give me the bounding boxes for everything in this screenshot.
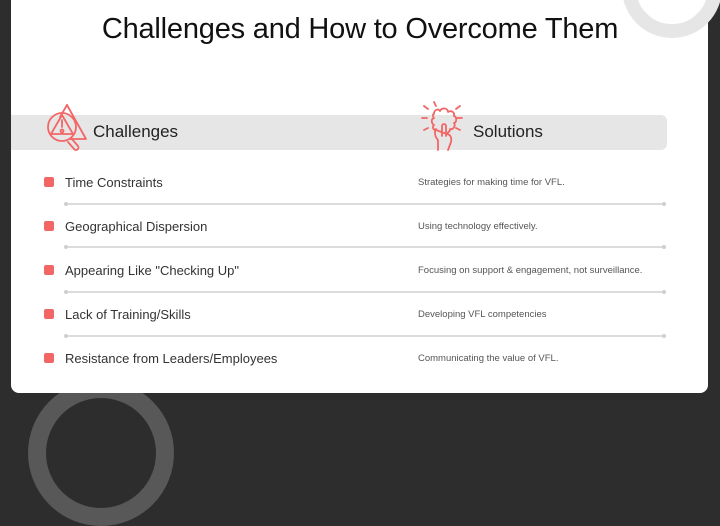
solution-item: Communicating the value of VFL. <box>418 353 559 364</box>
warning-search-icon <box>42 101 90 153</box>
bullet-icon <box>44 221 54 231</box>
bullet-icon <box>44 177 54 187</box>
row-divider <box>66 291 664 293</box>
solutions-header: Solutions <box>473 122 543 141</box>
challenge-item: Resistance from Leaders/Employees <box>65 351 278 366</box>
hand-puzzle-icon <box>418 100 466 152</box>
challenge-item: Appearing Like "Checking Up" <box>65 263 239 278</box>
slide-title: Challenges and How to Overcome Them <box>101 13 619 45</box>
bullet-icon <box>44 309 54 319</box>
challenges-header: Challenges <box>93 122 179 141</box>
bullet-icon <box>44 265 54 275</box>
challenge-item: Time Constraints <box>65 175 163 190</box>
solution-item: Using technology effectively. <box>418 221 538 232</box>
solution-item: Strategies for making time for VFL. <box>418 177 565 188</box>
challenge-item: Lack of Training/Skills <box>65 307 191 322</box>
row-divider <box>66 203 664 205</box>
challenge-item: Geographical Dispersion <box>65 219 208 234</box>
row-divider <box>66 335 664 337</box>
solution-item: Developing VFL competencies <box>418 309 547 320</box>
decorative-ring-bottom <box>28 380 174 526</box>
bullet-icon <box>44 353 54 363</box>
row-divider <box>66 246 664 248</box>
solution-item: Focusing on support & engagement, not surveillance. <box>418 265 643 276</box>
